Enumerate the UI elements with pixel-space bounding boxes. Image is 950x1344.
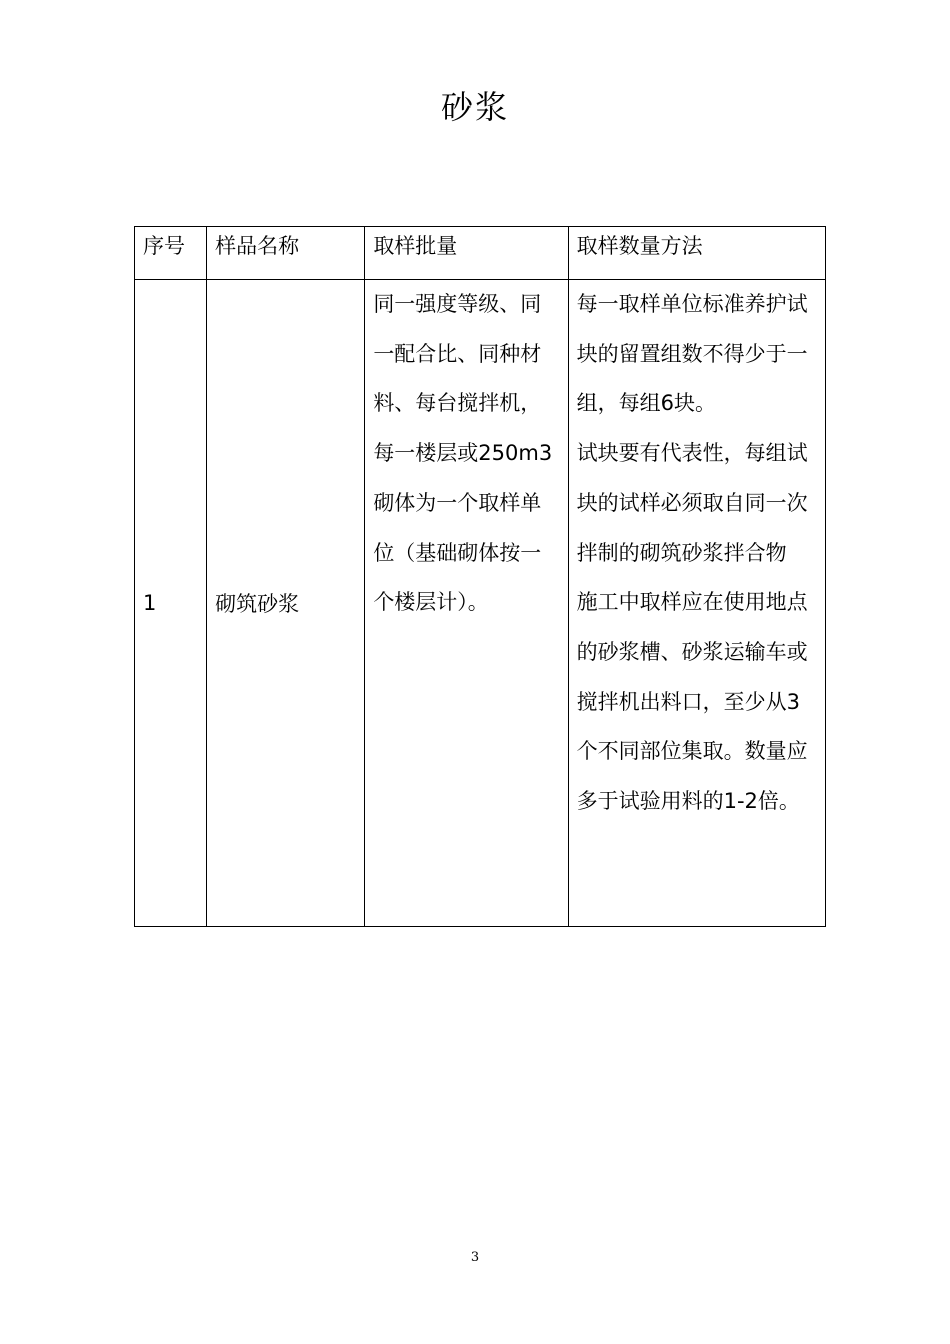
cell-sampling-method (568, 280, 825, 927)
page-title: 砂浆 (440, 88, 509, 126)
sampling-batch-text: 同一强度等级、同一配合比、同种材料、每台搅拌机，每一楼层或250m3砌体为一个取样单位（基础砌体按一个楼层计）。 (373, 292, 553, 615)
cell-serial-no (135, 280, 207, 927)
cell-sample-name (207, 280, 365, 927)
header-sampling-batch: 取样批量 (365, 227, 568, 280)
serial-no-text: 1 (143, 591, 157, 615)
page-number: 3 (470, 1250, 480, 1265)
header-sampling-method: 取样数量方法 (568, 227, 825, 280)
sample-name-text: 砌筑砂浆 (215, 592, 300, 616)
sampling-table (134, 226, 826, 927)
method-paragraph-1: 每一取样单位标准养护试块的留置组数不得少于一组，每组6块。 (576, 292, 808, 416)
table-header-row (135, 227, 826, 280)
header-sample-name: 样品名称 (207, 227, 365, 280)
table-row (135, 280, 826, 927)
method-paragraph-2: 试块要有代表性，每组试块的试样必须取自同一次拌制的砌筑砂浆拌合物 (576, 441, 808, 565)
cell-sampling-batch (365, 280, 568, 927)
method-paragraph-3: 施工中取样应在使用地点的砂浆槽、砂浆运输车或搅拌机出料口，至少从3个不同部位集取。数量应多于试验用料的1-2倍。 (576, 590, 808, 814)
header-serial-no: 序号 (135, 227, 207, 280)
